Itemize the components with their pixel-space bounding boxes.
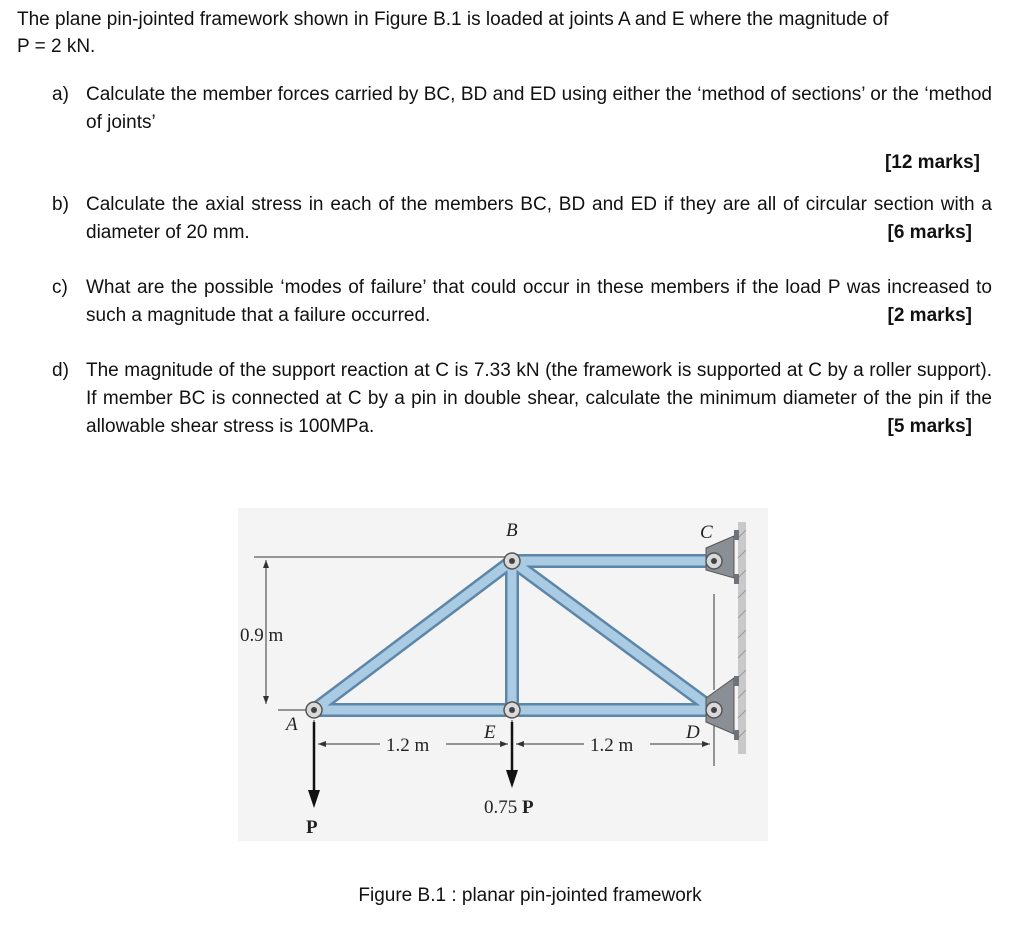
problem-intro	[17, 6, 997, 60]
figure-caption: Figure B.1 : planar pin-jointed framework	[358, 885, 702, 906]
question-d	[52, 357, 992, 441]
label-height: 0.9 m	[240, 625, 284, 646]
label-b: B	[506, 520, 518, 541]
label-span-right: 1.2 m	[590, 735, 634, 756]
question-text: Calculate the member forces carried by BC, BD and ED using either the ‘method of sections’ or the ‘method of joints’	[86, 84, 992, 133]
question-marks: [12 marks]	[884, 152, 980, 173]
question-a	[52, 81, 992, 177]
question-marks: [2 marks]	[887, 305, 972, 326]
question-b	[52, 191, 992, 247]
label-load-e	[484, 797, 534, 818]
label-span-left: 1.2 m	[386, 735, 430, 756]
label-load-a: P	[306, 817, 318, 838]
label-a: A	[286, 714, 298, 735]
label-c: C	[700, 522, 713, 543]
framework-figure	[238, 508, 768, 841]
question-letter: c)	[52, 277, 68, 298]
question-c	[52, 274, 992, 330]
question-letter: a)	[52, 84, 69, 105]
question-marks: [6 marks]	[887, 222, 972, 243]
label-e: E	[484, 722, 496, 743]
question-text: Calculate the axial stress in each of the members BC, BD and ED if they are all of circular section with a diameter of 20 mm.	[86, 194, 992, 243]
label-load-e-value: 0.75	[484, 797, 522, 818]
label-load-e-symbol: P	[522, 797, 534, 818]
question-text: The magnitude of the support reaction at C is 7.33 kN (the framework is supported at C by a roller support). If member BC is connected at C by a pin in double shear, calculate the minimum diameter of the pin if the allowable shear stress is 100MPa.	[86, 360, 992, 437]
question-text: What are the possible ‘modes of failure’ that could occur in these members if the load P was increased to such a magnitude that a failure occurred.	[86, 277, 992, 326]
question-marks: [5 marks]	[887, 416, 972, 437]
intro-line-1: The plane pin-jointed framework shown in Figure B.1 is loaded at joints A and E where the magnitude of	[17, 9, 889, 30]
question-letter: b)	[52, 194, 69, 215]
intro-line-2: P = 2 kN.	[17, 36, 96, 57]
label-d: D	[686, 722, 700, 743]
question-letter: d)	[52, 360, 69, 381]
